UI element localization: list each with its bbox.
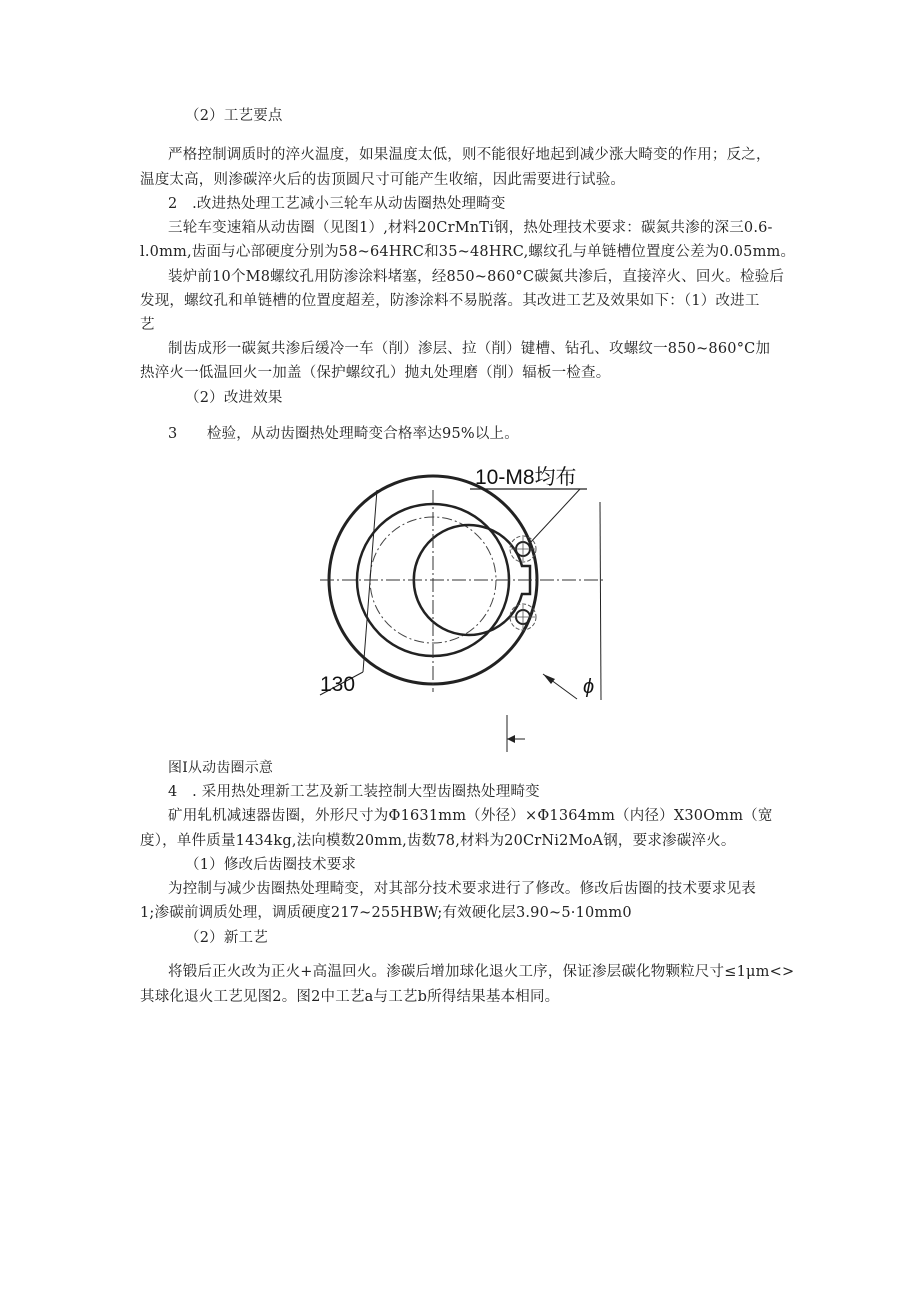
paragraph-line: 将锻后正火改为正火+高温回火。渗碳后增加球化退火工序，保证渗层碳化物颗粒尺寸≤1μm<>	[168, 964, 795, 980]
paragraph-line: 1;渗碳前调质处理，调质硬度217~255HBW;有效硬化层3.90~5·10mm0	[140, 905, 632, 921]
paragraph-line: 为控制与减少齿圈热处理畸变，对其部分技术要求进行了修改。修改后齿圈的技术要求见表	[168, 881, 756, 897]
dimension-130-label: 130	[320, 673, 356, 696]
subheading-new-process: （2）新工艺	[185, 930, 268, 946]
hole-leader-line	[529, 489, 580, 544]
phi-arrow	[543, 674, 555, 684]
paragraph-line: 其球化退火工艺见图2。图2中工艺a与工艺b所得结果基本相同。	[140, 989, 560, 1005]
phi-label: ϕ	[583, 676, 595, 698]
figure-caption: 图I从动齿圈示意	[168, 760, 274, 776]
bottom-dimension-arrow	[507, 735, 515, 743]
paragraph-line: 温度太高，则渗碳淬火后的齿顶圆尺寸可能产生收缩，因此需要进行试验。	[140, 172, 626, 188]
gear-ring-figure	[315, 462, 605, 752]
paragraph-line: 矿用轧机减速器齿圈，外形尺寸为Φ1631mm（外径）×Φ1364mm（内径）X30Omm（宽	[168, 808, 773, 824]
dimension-leader-left	[363, 490, 377, 672]
paragraph-line: 装炉前10个M8螺纹孔用防渗涂料堵塞，经850~860°C碳氮共渗后，直接淬火、回火。检验后	[168, 269, 785, 285]
paragraph-line: 制齿成形一碳氮共渗后缓冷一车（削）渗层、拉（削）键槽、钻孔、攻螺纹一850~860°C加	[168, 341, 771, 357]
paragraph-line: 严格控制调质时的淬火温度，如果温度太低，则不能很好地起到减少涨大畸变的作用；反之，	[168, 147, 771, 163]
paragraph-line: 热淬火一低温回火一加盖（保护螺纹孔）抛丸处理磨（削）辐板一检查。	[140, 365, 611, 381]
subheading-modified-requirements: （1）修改后齿圈技术要求	[185, 857, 357, 873]
paragraph-line: 度），单件质量1434kg,法向模数20mm,齿数78,材料为20CrNi2MoA钢，要求渗碳淬火。	[140, 833, 736, 849]
paragraph-line: l.0mm,齿面与心部硬度分别为58~64HRC和35~48HRC,螺纹孔与单链槽位置度公差为0.05mm。	[140, 244, 796, 260]
section-heading-4: 4 . 采用热处理新工艺及新工装控制大型齿圈热处理畸变	[168, 784, 540, 800]
gear-ring-drawing	[315, 462, 605, 752]
section-heading-2: 2 .改进热处理工艺减小三轮车从动齿圈热处理畸变	[168, 196, 506, 212]
dimension-leader-right	[600, 502, 601, 700]
subheading-improvement-effect: （2）改进效果	[185, 390, 283, 406]
section-heading-3: 3 检验，从动齿圈热处理畸变合格率达95%以上。	[168, 426, 519, 442]
paragraph-line: 三轮车变速箱从动齿圈（见图1）,材料20CrMnTi钢，热处理技术要求：碳氮共渗的深三0.6-	[168, 220, 773, 236]
holes-label: 10-M8均布	[475, 466, 577, 489]
paragraph-line: 艺	[140, 317, 155, 333]
paragraph-line: 发现，螺纹孔和单链槽的位置度超差，防渗涂料不易脱落。其改进工艺及效果如下：（1）改进工	[140, 293, 760, 309]
subheading-process-points: （2）工艺要点	[185, 108, 283, 124]
